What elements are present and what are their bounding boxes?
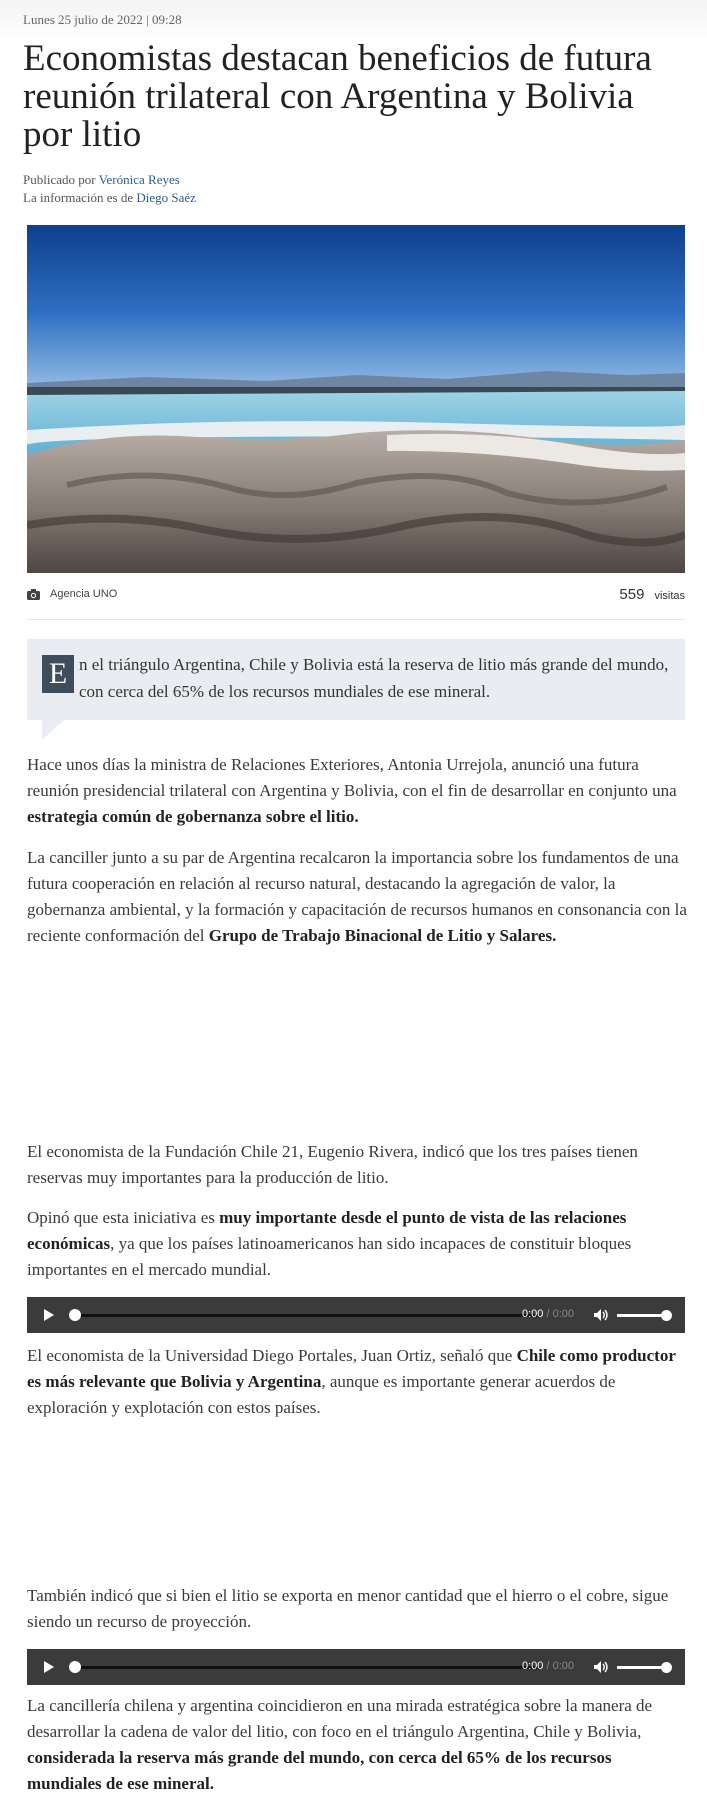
lead-box [27, 639, 685, 720]
source-author-link[interactable]: Diego Saéz [136, 190, 196, 205]
divider [27, 619, 685, 620]
author-link[interactable]: Verónica Reyes [98, 172, 180, 187]
volume-icon[interactable] [593, 1659, 609, 1675]
time-display [522, 1660, 574, 1672]
audio-player[interactable] [27, 1297, 685, 1333]
paragraph-2 [27, 845, 687, 949]
volume-handle[interactable] [661, 1310, 672, 1321]
play-icon[interactable] [44, 1661, 54, 1673]
paragraph-5 [27, 1343, 687, 1421]
article-title: Economistas destacan beneficios de futura reunión trilateral con Argentina y Bolivia por litio [23, 38, 652, 155]
duration: 0:00 [552, 1660, 575, 1672]
byline [23, 171, 196, 207]
photo-credit [27, 588, 117, 600]
current-time: 0:00 [522, 1660, 544, 1672]
paragraph-4-bold: muy importante desde el punto de vista de las relaciones económicas [27, 1208, 627, 1253]
play-icon[interactable] [44, 1309, 54, 1321]
paragraph-3: El economista de la Fundación Chile 21, Eugenio Rivera, indicó que los tres países tienen reservas muy importantes para la producción de litio. [27, 1142, 638, 1187]
paragraph-7-text: La cancillería chilena y argentina coincidieron en una mirada estratégica sobre la manera de desarrollar la cadena de valor del litio, con foco en el triángulo Argentina, Chile y Bolivia, [27, 1696, 653, 1741]
progress-handle[interactable] [69, 1309, 81, 1321]
paragraph-4-text: Opinó que esta iniciativa es [27, 1208, 220, 1227]
progress-track[interactable] [72, 1666, 540, 1669]
time-separator: / [543, 1660, 553, 1672]
visits-count: 559 [619, 586, 645, 603]
audio-player-2[interactable] [27, 1649, 685, 1685]
progress-track[interactable] [72, 1314, 540, 1317]
paragraph-2-bold: Grupo de Trabajo Binacional de Litio y Salares. [208, 926, 557, 945]
duration: 0:00 [552, 1308, 575, 1320]
dropcap: E [42, 655, 74, 693]
visits-label: visitas [654, 590, 685, 602]
progress-handle[interactable] [69, 1661, 81, 1673]
article-date: Lunes 25 julio de 2022 | 09:28 [23, 12, 182, 27]
paragraph-1-bold: estrategia común de gobernanza sobre el litio. [27, 807, 359, 826]
paragraph-1 [27, 752, 687, 830]
paragraph-7 [27, 1693, 687, 1797]
paragraph-6: También indicó que si bien el litio se exporta en menor cantidad que el hierro o el cobre, sigue siendo un recurso de proyección. [27, 1586, 669, 1631]
time-separator: / [543, 1308, 553, 1320]
hero-image [27, 225, 685, 573]
volume-icon[interactable] [593, 1307, 609, 1323]
paragraph-2-text: La canciller junto a su par de Argentina recalcaron la importancia sobre los fundamentos de una futura cooperación en relación al recurso natural, destacando la agregación de valor, la gobernanza ambiental, y la formación y capacitación de recursos humanos en consonancia con la reciente conformación del [27, 848, 687, 945]
published-by-prefix: Publicado por [23, 172, 96, 187]
paragraph-5-text: El economista de la Universidad Diego Portales, Juan Ortiz, señaló que [27, 1346, 517, 1365]
lead-text: n el triángulo Argentina, Chile y Bolivia está la reserva de litio más grande del mundo, con cerca del 65% de los recursos mundiales de ese mineral. [79, 655, 669, 701]
volume-track[interactable] [617, 1314, 667, 1317]
current-time: 0:00 [522, 1308, 544, 1320]
time-display [522, 1308, 574, 1320]
paragraph-7-bold: considerada la reserva más grande del mundo, con cerca del 65% de los recursos mundiales de ese mineral. [27, 1748, 612, 1793]
camera-icon [27, 589, 40, 600]
photo-credit-text: Agencia UNO [50, 588, 118, 600]
info-prefix: La información es de [23, 190, 134, 205]
salt-flat-photo [27, 225, 685, 573]
visit-counter [619, 586, 685, 603]
paragraph-5-text-end: , aunque es importante generar acuerdos de exploración y explotación con estos países. [27, 1372, 616, 1417]
volume-handle[interactable] [661, 1662, 672, 1673]
paragraph-1-text: Hace unos días la ministra de Relaciones Exteriores, Antonia Urrejola, anunció una futura reunión presidencial trilateral con Argentina y Bolivia, con el fin de desarrollar en conjunto una [27, 755, 677, 800]
paragraph-4 [27, 1205, 687, 1283]
paragraph-5-bold: Chile como productor es más relevante que Bolivia y Argentina [27, 1346, 676, 1391]
lead-box-tail [42, 720, 64, 740]
volume-track[interactable] [617, 1666, 667, 1669]
paragraph-4-text-end: , ya que los países latinoamericanos han sido incapaces de constituir bloques importantes en el mercado mundial. [27, 1234, 632, 1279]
